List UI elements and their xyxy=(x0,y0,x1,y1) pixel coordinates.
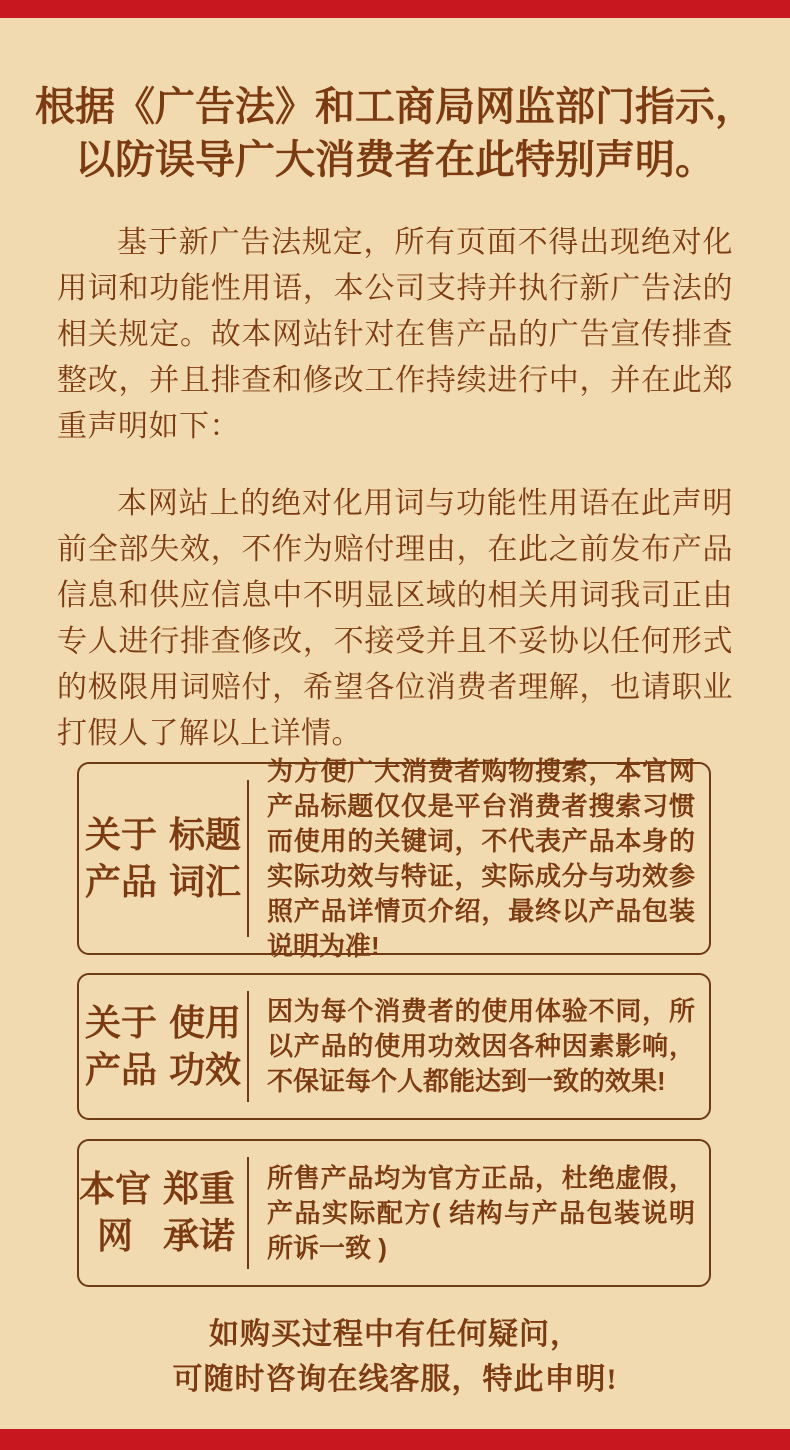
box-label-official-promise xyxy=(79,1141,247,1285)
top-red-band xyxy=(0,0,790,18)
box-description-product-title-words: 为方便广大消费者购物搜索，本官网产品标题仅仅是平台消费者搜索习惯而使用的关键词，不代表产品本身的实际功效与特证，实际成分与功效参照产品详情页介绍，最终以产品包装说明为准! xyxy=(267,755,695,961)
box-label-line-1: 本官网 xyxy=(79,1169,152,1256)
box-label-line-2: 郑重承诺 xyxy=(162,1169,235,1256)
page-title-line-2: 以防误导广大消费者在此特别声明。 xyxy=(75,137,715,182)
footer-note xyxy=(0,1312,790,1402)
box-label-product-title-words xyxy=(79,764,247,953)
box-label-line-2: 标题词汇 xyxy=(168,814,241,902)
footer-line-1: 如购买过程中有任何疑问， xyxy=(209,1318,581,1351)
page-title-line-1: 根据《广告法》和工商局网监部门指示， xyxy=(35,84,755,129)
disclaimer-box-official-promise xyxy=(77,1139,711,1287)
page-title xyxy=(0,0,790,186)
bottom-red-band xyxy=(0,1429,790,1450)
statement-paragraph-1: 基于新广告法规定，所有页面不得出现绝对化用词和功能性用语，本公司支持并执行新广告法的相关规定。故本网站针对在售产品的广告宣传排查整改，并且排查和修改工作持续进行中，并在此郑重声明如下： xyxy=(57,226,733,443)
disclaimer-box-product-title-words xyxy=(77,755,711,961)
box-label-line-2: 使用功效 xyxy=(168,1002,241,1090)
box-label-product-efficacy xyxy=(79,975,247,1118)
box-label-line-1: 关于产品 xyxy=(84,814,157,902)
disclaimer-box-product-efficacy xyxy=(77,973,711,1120)
box-description-product-efficacy: 因为每个消费者的使用体验不同，所以产品的使用功效因各种因素影响，不保证每个人都能达到一致的效果! xyxy=(267,996,695,1096)
footer-line-2: 可随时咨询在线客服，特此申明! xyxy=(172,1363,618,1396)
box-description-official-promise: 所售产品均为官方正品，杜绝虚假，产品实际配方( 结构与产品包装说明所诉一致 ) xyxy=(267,1162,695,1263)
statement-paragraph-2: 本网站上的绝对化用词与功能性用语在此声明前全部失效，不作为赔付理由，在此之前发布产品信息和供应信息中不明显区域的相关用词我司正由专人进行排查修改，不接受并且不妥协以任何形式的极限用词赔付，希望各位消费者理解，也请职业打假人了解以上详情。 xyxy=(57,487,733,750)
box-label-line-1: 关于产品 xyxy=(84,1002,157,1090)
